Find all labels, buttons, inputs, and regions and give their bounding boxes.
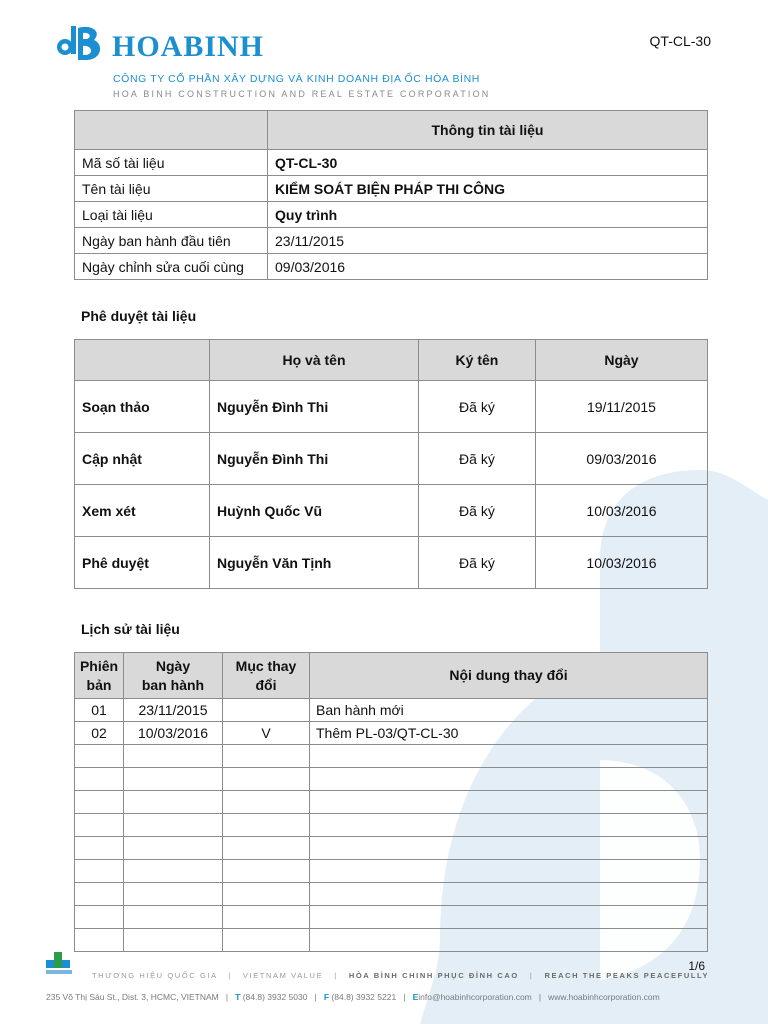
footer-fax: (84.8) 3932 5221 [331,992,397,1002]
header-section [223,653,310,699]
info-value: 23/11/2015 [268,228,708,254]
empty-row [75,791,708,814]
header-name: Họ và tên [210,340,419,381]
company-name-en: HOA BINH CONSTRUCTION AND REAL ESTATE CORPORATION [113,89,491,99]
empty-cell [223,791,310,814]
page-number: 1/6 [688,959,705,973]
approval-sign: Đã ký [419,537,536,589]
table-header-row [75,111,708,150]
footer-email-label: E [412,992,419,1002]
header-date-line1: Ngày [155,657,191,674]
history-table [74,652,708,952]
empty-cell [223,906,310,929]
footer-tag-national-brand: THƯƠNG HIỆU QUỐC GIA [92,971,218,980]
empty-cell [223,929,310,952]
table-row [75,254,708,280]
table-row [75,699,708,722]
empty-cell [124,837,223,860]
header-version [75,653,124,699]
empty-cell [310,837,708,860]
table-row [75,485,708,537]
header-version-line1: Phiên [79,657,119,674]
footer-address: 235 Võ Thị Sáu St., Dist. 3, HCMC, VIETNAM [46,992,219,1002]
empty-cell [75,906,124,929]
footer-brand-icon [44,952,74,981]
approval-date: 09/03/2016 [535,433,707,485]
footer-slogan-vn: HÒA BÌNH CHINH PHỤC ĐỈNH CAO [348,971,519,980]
empty-cell [75,791,124,814]
empty-cell [310,791,708,814]
approval-name: Nguyễn Văn Tịnh [210,537,419,589]
info-key: Tên tài liệu [75,176,268,202]
header-version-line2: bản [86,676,112,693]
approval-date: 19/11/2015 [535,381,707,433]
empty-cell [75,745,124,768]
history-section [223,699,310,722]
table-row [75,433,708,485]
approval-section-title: Phê duyệt tài liệu [81,308,197,324]
empty-cell [223,814,310,837]
empty-cell [124,883,223,906]
approval-sign: Đã ký [419,485,536,537]
empty-cell [310,883,708,906]
header-sign: Ký tên [419,340,536,381]
empty-cell [75,860,124,883]
empty-row [75,768,708,791]
history-version: 02 [75,722,124,745]
approval-role: Soạn thảo [75,381,210,433]
empty-row [75,745,708,768]
info-value: Quy trình [268,202,708,228]
header-content: Nội dung thay đổi [310,653,708,699]
history-content: Thêm PL-03/QT-CL-30 [310,722,708,745]
info-value: 09/03/2016 [268,254,708,280]
empty-cell [124,814,223,837]
approval-name: Nguyễn Đình Thi [210,433,419,485]
footer-contact-line: 235 Võ Thị Sáu St., Dist. 3, HCMC, VIETNAM | T (84.8) 3932 5030 | F (84.8) 3932 5221 | Einfo@hoabinhcorporation.com | www.hoabinhcorporation.com [46,992,660,1002]
info-key: Ngày chỉnh sửa cuối cùng [75,254,268,280]
history-version: 01 [75,699,124,722]
empty-cell [223,883,310,906]
empty-cell [124,929,223,952]
empty-cell [124,860,223,883]
footer-tag-vietnam-value: VIETNAM VALUE [242,971,324,980]
empty-cell [124,745,223,768]
empty-cell [75,929,124,952]
history-section-title: Lịch sử tài liệu [81,621,180,637]
header-empty-cell [75,340,210,381]
info-value: QT-CL-30 [268,150,708,176]
empty-cell [310,768,708,791]
empty-cell [75,883,124,906]
info-value: KIỂM SOÁT BIỆN PHÁP THI CÔNG [268,176,708,202]
history-date: 23/11/2015 [124,699,223,722]
approval-role: Cập nhật [75,433,210,485]
table-row [75,176,708,202]
empty-cell [310,814,708,837]
table-header-row [75,653,708,699]
empty-cell [124,791,223,814]
approval-role: Phê duyệt [75,537,210,589]
table-row [75,228,708,254]
table-header-row [75,340,708,381]
footer-website-link[interactable]: www.hoabinhcorporation.com [548,992,660,1002]
approval-name: Huỳnh Quốc Vũ [210,485,419,537]
footer-tel-label: T [235,992,241,1002]
footer-tel: (84.8) 3932 5030 [242,992,308,1002]
empty-row [75,837,708,860]
approval-date: 10/03/2016 [535,485,707,537]
footer-slogan-line: THƯƠNG HIỆU QUỐC GIA | VIETNAM VALUE | HÒA BÌNH CHINH PHỤC ĐỈNH CAO | REACH THE PEAKS PEACEFULLY [92,971,710,980]
document-info-table [74,110,708,280]
empty-cell [310,860,708,883]
info-key: Loại tài liệu [75,202,268,228]
company-logo [56,22,106,66]
empty-cell [75,814,124,837]
table-row [75,202,708,228]
header-date [124,653,223,699]
table-row [75,537,708,589]
header-date: Ngày [535,340,707,381]
approval-table [74,339,708,589]
approval-name: Nguyễn Đình Thi [210,381,419,433]
history-content: Ban hành mới [310,699,708,722]
history-date: 10/03/2016 [124,722,223,745]
company-name-vn: CÔNG TY CỔ PHẦN XÂY DỰNG VÀ KINH DOANH ĐỊA ỐC HÒA BÌNH [113,73,480,85]
empty-cell [223,745,310,768]
approval-role: Xem xét [75,485,210,537]
empty-cell [75,837,124,860]
table-row [75,722,708,745]
empty-row [75,906,708,929]
empty-row [75,883,708,906]
info-key: Mã số tài liệu [75,150,268,176]
history-section: V [223,722,310,745]
approval-sign: Đã ký [419,381,536,433]
approval-sign: Đã ký [419,433,536,485]
empty-cell [310,929,708,952]
empty-cell [223,860,310,883]
table-row [75,381,708,433]
empty-cell [310,906,708,929]
table-row [75,150,708,176]
footer-email-link[interactable]: info@hoabinhcorporation.com [418,992,532,1002]
footer-slogan-en: REACH THE PEAKS PEACEFULLY [544,971,710,980]
header-section-line1: Mục thay [235,657,297,674]
empty-cell [75,768,124,791]
info-header: Thông tin tài liệu [268,111,708,150]
header-empty-cell [75,111,268,150]
approval-date: 10/03/2016 [535,537,707,589]
footer-fax-label: F [323,992,330,1002]
empty-cell [223,768,310,791]
header-section-line2: đổi [255,676,277,693]
empty-cell [310,745,708,768]
empty-row [75,814,708,837]
empty-cell [124,906,223,929]
empty-cell [223,837,310,860]
info-key: Ngày ban hành đầu tiên [75,228,268,254]
empty-row [75,860,708,883]
header-date-line2: ban hành [141,676,205,693]
empty-cell [124,768,223,791]
document-code: QT-CL-30 [649,33,711,49]
brand-name: HOABINH [112,30,265,63]
empty-row [75,929,708,952]
